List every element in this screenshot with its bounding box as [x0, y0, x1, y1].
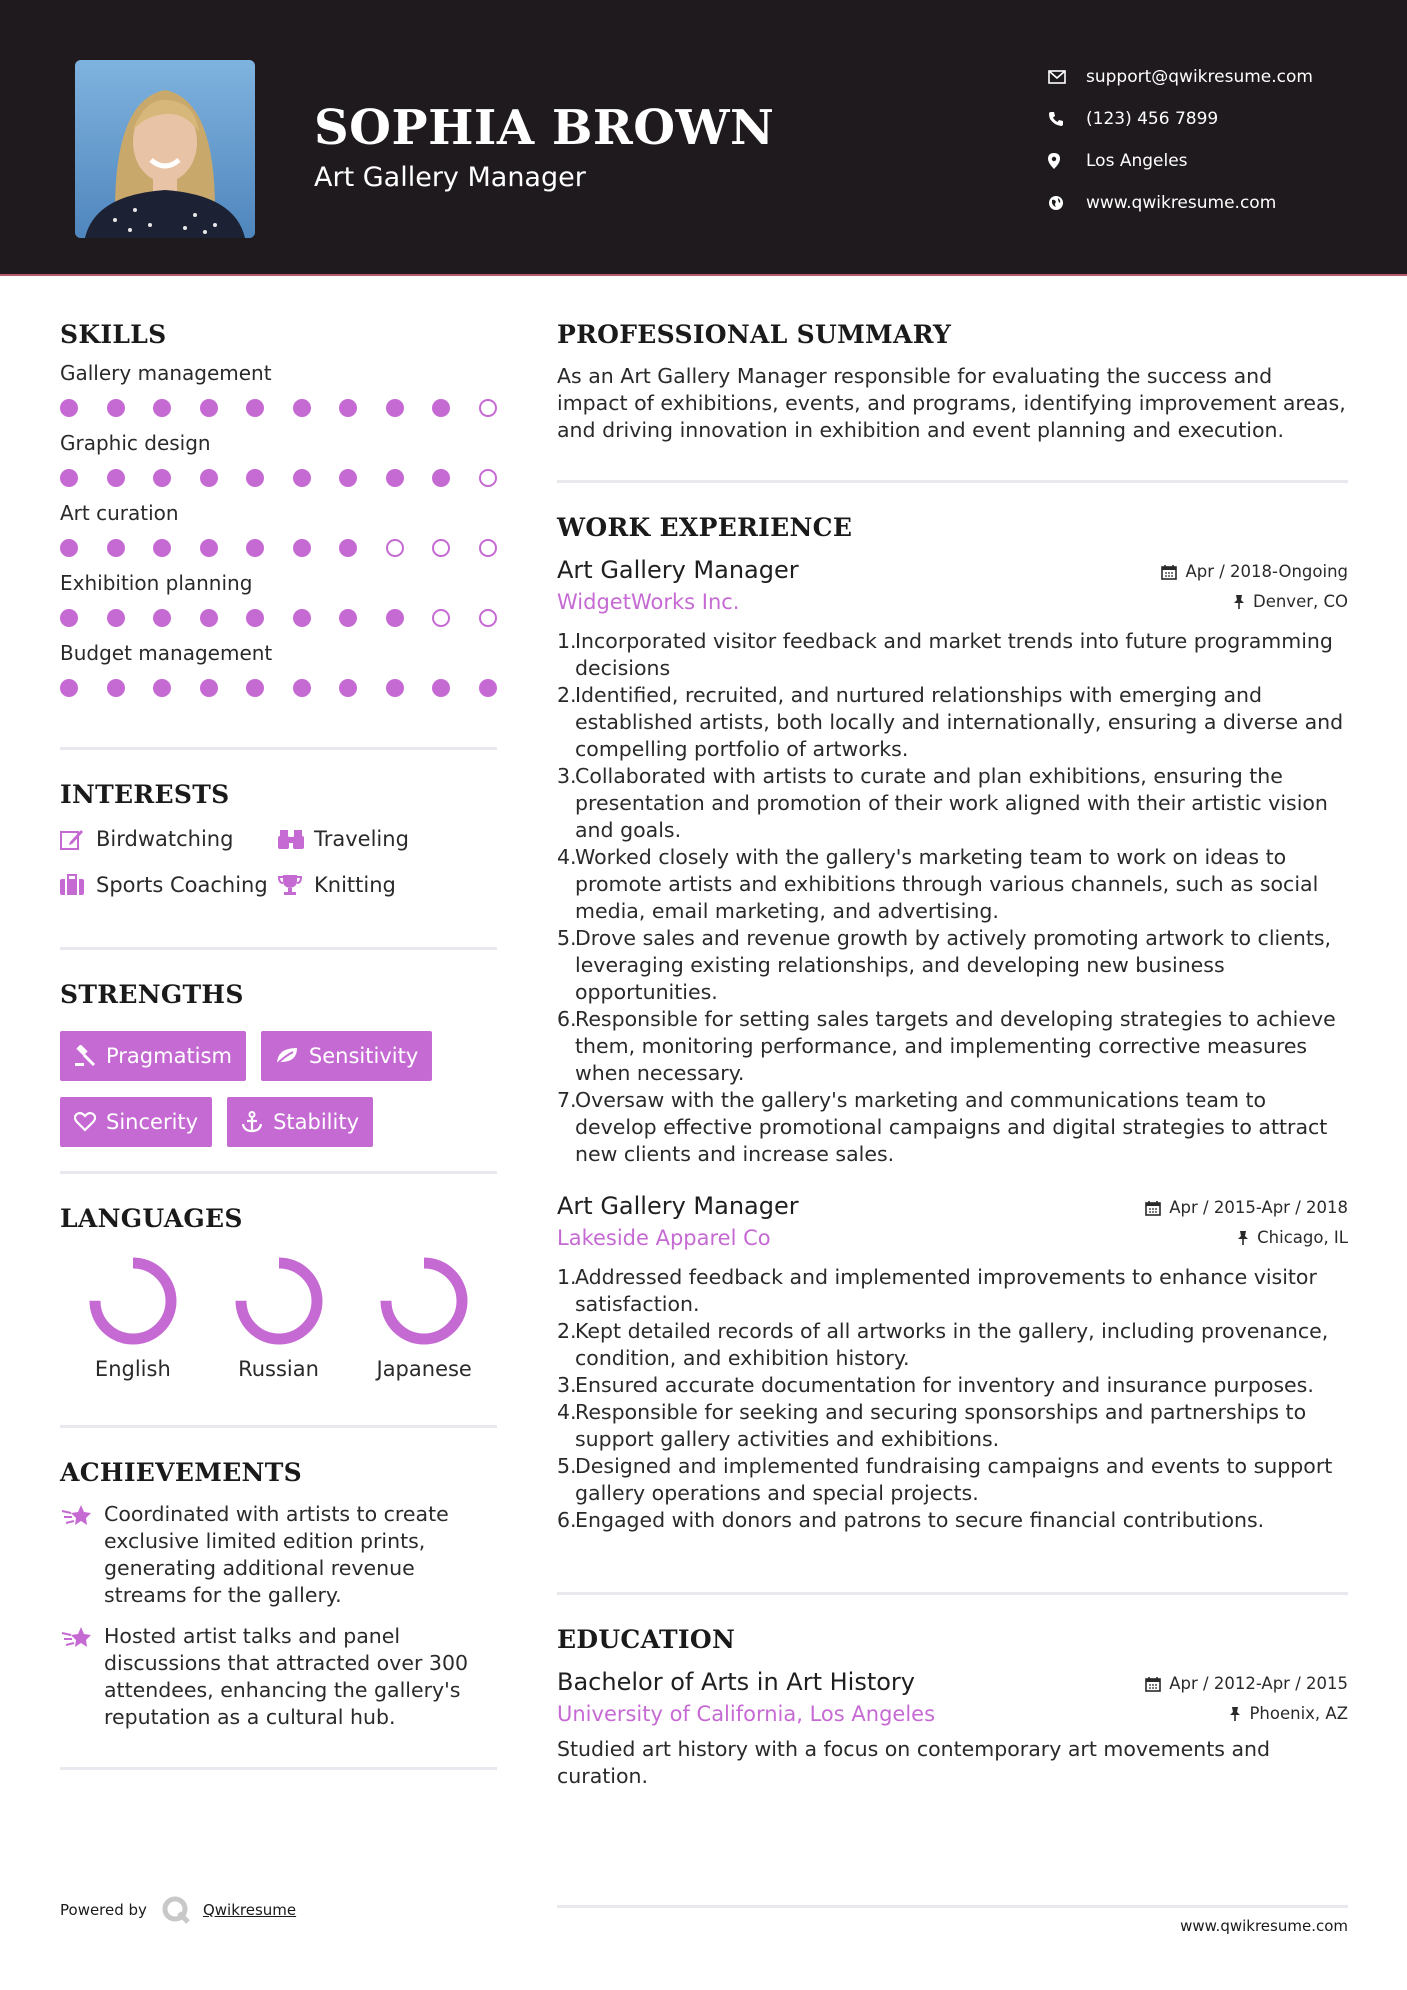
- rating-dot-filled: [432, 399, 450, 417]
- profile-photo: [75, 60, 255, 238]
- rating-dot-filled: [200, 539, 218, 557]
- rating-dot-filled: [293, 679, 311, 697]
- skill-name: Gallery management: [60, 361, 272, 385]
- bullet-text: Identified, recruited, and nurtured relationships with emerging and established artists, both locally and internationally, ensuring a diverse and compelling portfolio of artworks.: [575, 683, 1344, 761]
- rating-dot-filled: [432, 469, 450, 487]
- rating-dot-filled: [60, 469, 78, 487]
- pushpin-icon: [1229, 1706, 1241, 1722]
- achievements-section: [60, 1458, 497, 1731]
- footer-powered-by: [60, 1895, 296, 1925]
- section-divider: [60, 1171, 497, 1174]
- rating-dot-filled: [200, 469, 218, 487]
- rating-dot-empty: [479, 469, 497, 487]
- strength-tag: [60, 1097, 212, 1147]
- education-location-text: Phoenix, AZ: [1249, 1704, 1348, 1723]
- interests-list: [60, 827, 497, 897]
- bullet-text: Engaged with donors and patrons to secure financial contributions.: [575, 1508, 1265, 1532]
- footer-divider: [557, 1905, 1348, 1908]
- summary-section: [557, 320, 1348, 444]
- education-degree: Bachelor of Arts in Art History: [557, 1668, 915, 1696]
- strength-label: Sensitivity: [308, 1044, 419, 1068]
- language-label: Japanese: [376, 1357, 472, 1381]
- job-role: Art Gallery Manager: [557, 556, 799, 584]
- rating-dot-filled: [107, 539, 125, 557]
- right-column: [557, 320, 1348, 1790]
- rating-dot-filled: [60, 539, 78, 557]
- experience-title: WORK EXPERIENCE: [557, 513, 853, 542]
- contact-list: [1048, 56, 1313, 224]
- rating-dot-filled: [386, 469, 404, 487]
- calendar-icon: [1161, 564, 1177, 580]
- strength-label: Pragmatism: [106, 1044, 232, 1068]
- education-date-text: Apr / 2012-Apr / 2015: [1169, 1674, 1348, 1693]
- job-bullet: [557, 763, 1348, 844]
- rating-dot-filled: [107, 679, 125, 697]
- bullet-number: 7.: [557, 1088, 577, 1112]
- strength-label: Stability: [273, 1110, 360, 1134]
- interest-item: [60, 873, 278, 897]
- rating-dot-filled: [153, 679, 171, 697]
- bullet-number: 4.: [557, 845, 577, 869]
- rating-dot-filled: [153, 609, 171, 627]
- job-bullet: [557, 1006, 1348, 1087]
- interest-label: Sports Coaching: [96, 873, 268, 897]
- job-bullet: [557, 1372, 1348, 1399]
- bullet-number: 2.: [557, 683, 577, 707]
- language-level-arc: [95, 1263, 171, 1339]
- bullet-number: 5.: [557, 1454, 577, 1478]
- rating-dot-filled: [386, 399, 404, 417]
- rating-dot-filled: [60, 399, 78, 417]
- job-company: Lakeside Apparel Co: [557, 1226, 771, 1250]
- languages-section: [60, 1204, 497, 1381]
- skill-rating: [60, 467, 497, 489]
- shooting-star-icon: [60, 1501, 104, 1609]
- rating-dot-filled: [293, 609, 311, 627]
- language-level-arc: [386, 1263, 462, 1339]
- rating-dot-filled: [200, 609, 218, 627]
- interest-label: Knitting: [314, 873, 396, 897]
- footer-right: [557, 1905, 1348, 1935]
- rating-dot-filled: [293, 399, 311, 417]
- job-entry: [557, 556, 1348, 1168]
- skill-name: Exhibition planning: [60, 571, 253, 595]
- rating-dot-empty: [386, 539, 404, 557]
- rating-dot-filled: [60, 679, 78, 697]
- bullet-text: Incorporated visitor feedback and market trends into future programming decisions: [575, 629, 1333, 680]
- rating-dot-filled: [200, 399, 218, 417]
- summary-text: As an Art Gallery Manager responsible for evaluating the success and impact of exhibitions, events, and programs, identifying improvement areas, and driving innovation in exhibition and event planning and execution.: [557, 364, 1346, 442]
- gavel-icon: [74, 1045, 96, 1067]
- job-bullets: [557, 628, 1348, 1168]
- languages-title: LANGUAGES: [60, 1204, 243, 1233]
- skill-name: Graphic design: [60, 431, 211, 455]
- contact-location: [1048, 140, 1313, 182]
- strengths-section: [60, 980, 497, 1147]
- rating-dot-empty: [479, 399, 497, 417]
- language-item: [206, 1255, 352, 1381]
- education-location: [1229, 1704, 1348, 1723]
- contact-email-text: support@qwikresume.com: [1086, 67, 1313, 87]
- education-title: EDUCATION: [557, 1625, 736, 1654]
- calendar-icon: [1145, 1200, 1161, 1216]
- job-bullets: [557, 1264, 1348, 1534]
- strengths-title: STRENGTHS: [60, 980, 244, 1009]
- resume-header: [0, 0, 1407, 276]
- strengths-row: [60, 1031, 497, 1081]
- contact-email[interactable]: [1048, 56, 1313, 98]
- bullet-number: 1.: [557, 629, 577, 653]
- education-description: Studied art history with a focus on contemporary art movements and curation.: [557, 1737, 1271, 1788]
- rating-dot-filled: [107, 399, 125, 417]
- rating-dot-empty: [432, 609, 450, 627]
- strengths-row: [60, 1097, 497, 1147]
- skills-list: [60, 361, 497, 699]
- rating-dot-filled: [246, 679, 264, 697]
- skill-rating: [60, 397, 497, 419]
- achievement-text: Coordinated with artists to create exclusive limited edition prints, generating additional revenue streams for the gallery.: [104, 1502, 449, 1607]
- job-bullet: [557, 682, 1348, 763]
- trophy-icon: [278, 874, 314, 896]
- interest-item: [278, 827, 478, 851]
- globe-icon: [1048, 195, 1086, 211]
- contact-phone-text: (123) 456 7899: [1086, 109, 1219, 129]
- bullet-number: 5.: [557, 926, 577, 950]
- skill-rating: [60, 607, 497, 629]
- strength-tag: [261, 1031, 432, 1081]
- job-location: [1233, 592, 1348, 611]
- leaf-icon: [275, 1046, 299, 1066]
- section-divider: [557, 480, 1348, 483]
- job-bullet: [557, 1399, 1348, 1453]
- bullet-text: Responsible for seeking and securing sponsorships and partnerships to support gallery activities and exhibitions.: [575, 1400, 1307, 1451]
- skill-rating: [60, 537, 497, 559]
- powered-by-text: Powered by: [60, 1901, 147, 1919]
- strength-tag: [60, 1031, 246, 1081]
- rating-dot-filled: [107, 609, 125, 627]
- job-date: [1161, 562, 1348, 581]
- rating-dot-filled: [293, 539, 311, 557]
- language-item: [351, 1255, 497, 1381]
- achievements-title: ACHIEVEMENTS: [60, 1458, 302, 1487]
- language-level-arc: [241, 1263, 317, 1339]
- interests-section: [60, 780, 497, 897]
- languages-list: [60, 1255, 497, 1381]
- language-label: Russian: [238, 1357, 319, 1381]
- contact-location-text: Los Angeles: [1086, 151, 1188, 171]
- job-entry: [557, 1192, 1348, 1534]
- phone-icon: [1048, 111, 1086, 127]
- heart-icon: [74, 1112, 96, 1132]
- job-bullet: [557, 1453, 1348, 1507]
- rating-dot-filled: [339, 469, 357, 487]
- bullet-number: 6.: [557, 1007, 577, 1031]
- bullet-number: 2.: [557, 1319, 577, 1343]
- achievement-item: [60, 1501, 497, 1609]
- job-head: [557, 556, 1348, 584]
- rating-dot-filled: [246, 539, 264, 557]
- rating-dot-empty: [479, 609, 497, 627]
- section-divider: [60, 947, 497, 950]
- job-bullet: [557, 1318, 1348, 1372]
- header-accent-line: [0, 274, 1407, 276]
- job-subhead: [557, 1226, 1348, 1250]
- anchor-icon: [241, 1111, 263, 1133]
- rating-dot-filled: [107, 469, 125, 487]
- skills-title: SKILLS: [60, 320, 167, 349]
- shooting-star-icon: [60, 1623, 104, 1731]
- rating-dot-filled: [153, 399, 171, 417]
- job-location: [1237, 1228, 1348, 1247]
- interest-label: Traveling: [314, 827, 409, 851]
- rating-dot-filled: [200, 679, 218, 697]
- contact-phone[interactable]: [1048, 98, 1313, 140]
- skill-name: Art curation: [60, 501, 179, 525]
- rating-dot-empty: [479, 539, 497, 557]
- strengths-tags: [60, 1031, 497, 1147]
- qwikresume-link[interactable]: Qwikresume: [202, 1901, 297, 1919]
- binoculars-icon: [278, 828, 314, 850]
- job-date-text: Apr / 2018-Ongoing: [1185, 562, 1348, 581]
- summary-title: PROFESSIONAL SUMMARY: [557, 320, 952, 349]
- bullet-number: 3.: [557, 764, 577, 788]
- skill-rating: [60, 677, 497, 699]
- footer-url[interactable]: www.qwikresume.com: [1180, 1917, 1348, 1935]
- education-section: [557, 1625, 1348, 1790]
- interest-item: [278, 873, 478, 897]
- interest-item: [60, 827, 278, 851]
- strength-tag: [227, 1097, 373, 1147]
- job-bullet: [557, 925, 1348, 1006]
- bullet-text: Drove sales and revenue growth by actively promoting artwork to clients, leveraging existing relationships, and developing new business opportunities.: [575, 926, 1332, 1004]
- language-ring: [87, 1255, 179, 1347]
- achievement-item: [60, 1623, 497, 1731]
- contact-website-text: www.qwikresume.com: [1086, 193, 1277, 213]
- education-school: University of California, Los Angeles: [557, 1702, 936, 1726]
- suitcase-icon: [60, 874, 96, 896]
- rating-dot-empty: [432, 539, 450, 557]
- section-divider: [60, 1767, 497, 1770]
- pushpin-icon: [1237, 1230, 1249, 1246]
- language-item: [60, 1255, 206, 1381]
- bullet-text: Designed and implemented fundraising campaigns and events to support gallery operations and special projects.: [575, 1454, 1333, 1505]
- job-bullet: [557, 844, 1348, 925]
- rating-dot-filled: [386, 609, 404, 627]
- job-bullet: [557, 1087, 1348, 1168]
- job-bullet: [557, 1264, 1348, 1318]
- education-head: [557, 1668, 1348, 1696]
- section-divider: [60, 1425, 497, 1428]
- job-bullet: [557, 1507, 1348, 1534]
- rating-dot-filled: [386, 679, 404, 697]
- contact-website[interactable]: [1048, 182, 1313, 224]
- pencil-square-icon: [60, 828, 96, 850]
- left-column: [60, 320, 497, 1770]
- rating-dot-filled: [479, 679, 497, 697]
- rating-dot-filled: [432, 679, 450, 697]
- rating-dot-filled: [246, 609, 264, 627]
- job-date-text: Apr / 2015-Apr / 2018: [1169, 1198, 1348, 1217]
- rating-dot-filled: [153, 469, 171, 487]
- job-role: Art Gallery Manager: [557, 1192, 799, 1220]
- rating-dot-filled: [339, 399, 357, 417]
- language-ring: [378, 1255, 470, 1347]
- language-ring: [233, 1255, 325, 1347]
- bullet-text: Kept detailed records of all artworks in the gallery, including provenance, condition, and exhibition history.: [575, 1319, 1329, 1370]
- job-bullet: [557, 628, 1348, 682]
- rating-dot-filled: [293, 469, 311, 487]
- bullet-number: 1.: [557, 1265, 577, 1289]
- bullet-number: 6.: [557, 1508, 577, 1532]
- section-divider: [557, 1592, 1348, 1595]
- bullet-number: 4.: [557, 1400, 577, 1424]
- pushpin-icon: [1233, 594, 1245, 610]
- education-date: [1145, 1674, 1348, 1693]
- candidate-title: Art Gallery Manager: [314, 162, 586, 193]
- rating-dot-filled: [246, 399, 264, 417]
- bullet-number: 3.: [557, 1373, 577, 1397]
- location-pin-icon: [1048, 153, 1086, 169]
- rating-dot-filled: [339, 609, 357, 627]
- bullet-text: Collaborated with artists to curate and plan exhibitions, ensuring the presentation and promotion of their work aligned with their artistic vision and goals.: [575, 764, 1328, 842]
- section-divider: [60, 747, 497, 750]
- bullet-text: Addressed feedback and implemented improvements to enhance visitor satisfaction.: [575, 1265, 1317, 1316]
- job-date: [1145, 1198, 1348, 1217]
- bullet-text: Ensured accurate documentation for inventory and insurance purposes.: [575, 1373, 1314, 1397]
- interests-title: INTERESTS: [60, 780, 230, 809]
- qwikresume-logo-icon: [161, 1895, 191, 1925]
- experience-section: [557, 513, 1348, 1534]
- strength-label: Sincerity: [106, 1110, 199, 1134]
- bullet-text: Responsible for setting sales targets and developing strategies to achieve them, monitoring performance, and implementing corrective measures when necessary.: [575, 1007, 1336, 1085]
- bullet-text: Worked closely with the gallery's marketing team to work on ideas to promote artists and exhibitions through various channels, such as social media, email marketing, and advertising.: [575, 845, 1319, 923]
- education-subhead: [557, 1702, 1348, 1726]
- skill-name: Budget management: [60, 641, 273, 665]
- rating-dot-filled: [339, 539, 357, 557]
- rating-dot-filled: [339, 679, 357, 697]
- skills-section: [60, 320, 497, 699]
- job-subhead: [557, 590, 1348, 614]
- interest-label: Birdwatching: [96, 827, 234, 851]
- bullet-text: Oversaw with the gallery's marketing and communications team to develop effective promotional campaigns and digital strategies to attract new clients and increase sales.: [575, 1088, 1328, 1166]
- job-location-text: Chicago, IL: [1257, 1228, 1348, 1247]
- rating-dot-filled: [60, 609, 78, 627]
- rating-dot-filled: [153, 539, 171, 557]
- achievement-text: Hosted artist talks and panel discussions that attracted over 300 attendees, enhancing the gallery's reputation as a cultural hub.: [104, 1624, 469, 1729]
- job-location-text: Denver, CO: [1252, 592, 1348, 611]
- calendar-icon: [1145, 1676, 1161, 1692]
- candidate-name: SOPHIA BROWN: [314, 100, 775, 156]
- language-label: English: [94, 1357, 171, 1381]
- job-head: [557, 1192, 1348, 1220]
- job-company: WidgetWorks Inc.: [557, 590, 740, 614]
- envelope-icon: [1048, 70, 1086, 84]
- rating-dot-filled: [246, 469, 264, 487]
